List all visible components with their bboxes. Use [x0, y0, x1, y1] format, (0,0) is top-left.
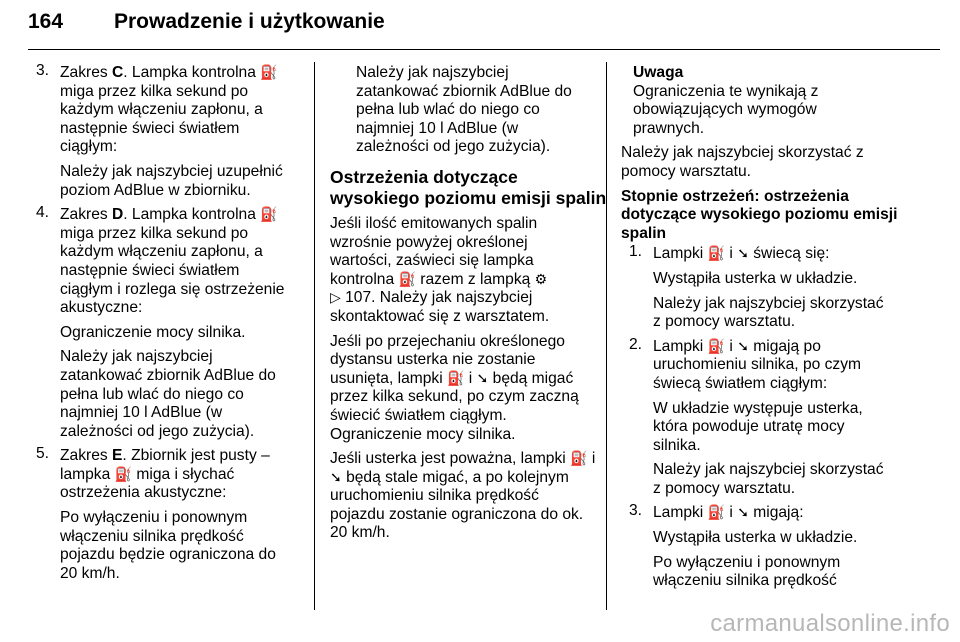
sub-paragraph: Należy jak najszybciej skorzystać z pomocy warsztatu. — [653, 294, 884, 331]
paragraph: Jeśli po przejechaniu określonego dystansu usterka nie zostanie usunięta, lampki ⛽ i ➘ będą migać przez kilka sekund, po czym zaczną świecić światłem ciągłym. Ograniczenie mocy silnika. — [330, 332, 579, 443]
adblue-warning-icon: ⛽ — [398, 270, 416, 287]
section-heading: Ostrzeżenia dotyczące wysokiego poziomu emisji spalin — [330, 166, 607, 208]
adblue-warning-icon: ⛽ — [260, 206, 278, 223]
list-number: 3. — [36, 62, 50, 79]
adblue-warning-icon: ⛽ — [114, 465, 133, 482]
sub-paragraph: W układzie występuje usterka, która powoduje utratę mocy silnika. — [653, 399, 863, 454]
page-header — [28, 6, 940, 46]
list-item-3: 3. Lampki ⛽ i ➘ migają: — [629, 502, 804, 522]
page-number: 164 — [28, 10, 64, 33]
watermark: carmanualsonline.info — [710, 610, 950, 637]
cruise-icon: ➘ — [737, 504, 749, 521]
sub-paragraph: Po wyłączeniu i ponownym włączeniu silnika prędkość — [653, 553, 841, 590]
list-item-3: 3. Zakres C. Lampka kontrolna ⛽ miga przez kilka sekund po każdym włączeniu zapłonu, a następnie świeci światłem ciągłym: — [36, 62, 278, 156]
adblue-warning-icon: ⛽ — [707, 504, 726, 521]
column-divider — [314, 62, 315, 610]
sub-paragraph: Wystąpiła usterka w układzie. — [653, 269, 858, 287]
list-item-5: 5. Zakres E. Zbiornik jest pusty – lampka ⛽ miga i słychać ostrzeżenia akustyczne: — [36, 445, 270, 502]
list-number: 2. — [629, 335, 643, 353]
note-box: Uwaga Ograniczenia te wynikają z obowiązujących wymogów prawnych. — [621, 64, 891, 138]
list-item-4: 4. Zakres D. Lampka kontrolna ⛽ miga przez kilka sekund po każdym włączeniu zapłonu, a następnie świeci światłem ciągłym i rozlega się ostrzeżenie akustyczne: — [36, 204, 285, 317]
adblue-warning-icon: ⛽ — [707, 245, 726, 262]
cruise-icon: ➘ — [330, 468, 342, 485]
column-divider — [606, 62, 607, 610]
ref-triangle-icon: ▷ — [330, 289, 341, 306]
paragraph: Należy jak najszybciej skorzystać z pomocy warsztatu. — [621, 144, 864, 180]
page-title: Prowadzenie i użytkowanie — [114, 10, 385, 33]
sub-paragraph: Ograniczenie mocy silnika. — [60, 323, 246, 341]
list-number: 4. — [36, 204, 50, 222]
list-number: 1. — [629, 243, 643, 261]
sub-paragraph: Po wyłączeniu i ponownym włączeniu silnika prędkość pojazdu będzie ograniczona do 20 km/h. — [60, 509, 276, 582]
column-right — [621, 64, 898, 597]
sub-paragraph: Należy jak najszybciej uzupełnić poziom AdBlue w zbiorniku. — [60, 162, 283, 199]
note-title: Uwaga — [633, 64, 684, 81]
cruise-icon: ➘ — [737, 245, 749, 262]
paragraph: Jeśli usterka jest poważna, lampki ⛽ i ➘ będą stale migać, a po kolejnym uruchomieniu silnika prędkość pojazdu zostanie ograniczona do ok. 20 km/h. — [330, 450, 596, 542]
adblue-warning-icon: ⛽ — [570, 450, 588, 467]
adblue-warning-icon: ⛽ — [707, 337, 726, 354]
column-left — [36, 64, 302, 589]
list-item-2: 2. Lampki ⛽ i ➘ migają po uruchomieniu silnika, po czym świecą światłem ciągłym: — [629, 335, 862, 392]
sub-paragraph: Należy jak najszybciej skorzystać z pomocy warsztatu. — [653, 461, 884, 497]
list-number: 5. — [36, 445, 50, 463]
header-rule — [28, 49, 940, 50]
adblue-warning-icon: ⛽ — [260, 64, 278, 80]
list-item-1: 1. Lampki ⛽ i ➘ świecą się: — [629, 243, 830, 263]
sub-paragraph: Należy jak najszybciej zatankować zbiornik AdBlue do pełna lub wlać do niego co najmniej 10 l AdBlue (w zależności od jego zużycia). — [60, 348, 276, 440]
column-middle — [330, 64, 607, 549]
sub-paragraph: Wystąpiła usterka w układzie. — [653, 529, 858, 547]
paragraph: Jeśli ilość emitowanych spalin wzrośnie powyżej określonej wartości, zaświeci się lampka kontrolna ⛽ razem z lampką ⚙ ▷ 107. Należy jak najszybciej skontaktować się z warsztatem. — [330, 214, 550, 325]
paragraph: Należy jak najszybciej zatankować zbiornik AdBlue do pełna lub wlać do niego co najmniej 10 l AdBlue (w zależności od jego zużycia). — [356, 64, 572, 156]
adblue-warning-icon: ⛽ — [447, 369, 465, 386]
subsection-heading: Stopnie ostrzeżeń: ostrzeżenia dotyczące wysokiego poziomu emisji spalin — [621, 187, 898, 242]
engine-check-icon: ⚙ — [534, 270, 548, 287]
list-number: 3. — [629, 502, 643, 520]
cruise-icon: ➘ — [737, 337, 749, 354]
cruise-icon: ➘ — [476, 369, 489, 386]
